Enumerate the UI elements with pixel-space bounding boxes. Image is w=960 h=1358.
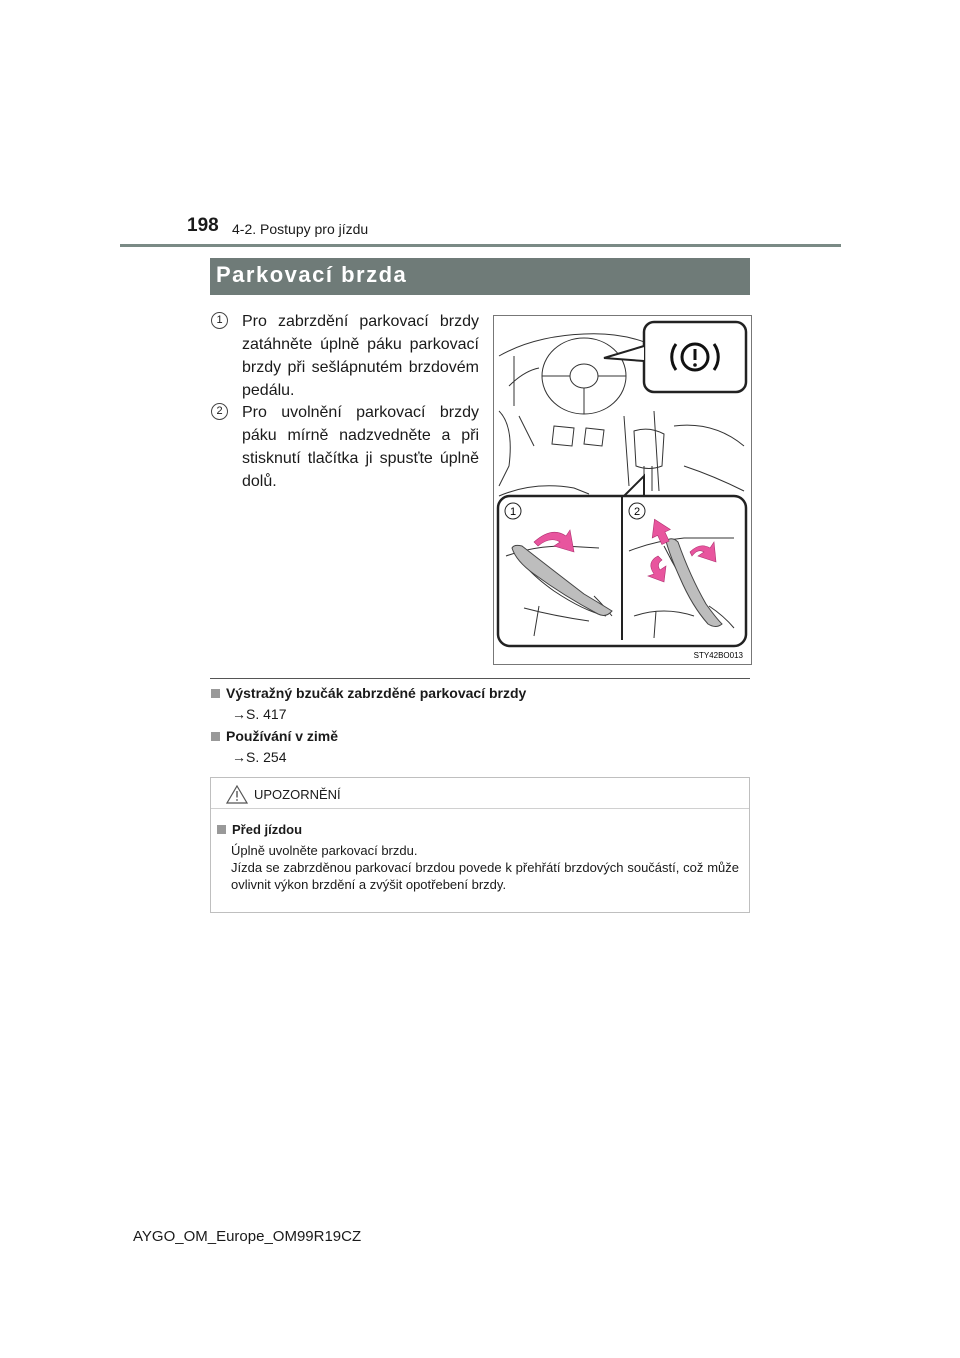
parking-brake-illustration bbox=[493, 315, 752, 665]
section-path: 4-2. Postupy pro jízdu bbox=[232, 221, 369, 237]
header-rule bbox=[120, 244, 841, 247]
figure-code: STY42BO013 bbox=[693, 651, 743, 660]
section-divider bbox=[210, 678, 750, 679]
callout-2: 2 bbox=[633, 506, 641, 518]
page-number: 198 bbox=[187, 215, 219, 236]
note-reference-link[interactable]: →S. 417 bbox=[232, 706, 287, 722]
step-text: Pro zabrzdění parkovací brzdy zatáhněte úplně páku parkovací brzdy při sešlápnutém brzdovém pedálu. bbox=[242, 313, 479, 399]
section-title: Parkovací brzda bbox=[216, 262, 408, 287]
warning-box bbox=[210, 777, 750, 913]
step-number: 2 bbox=[211, 403, 228, 420]
callout-1: 1 bbox=[509, 506, 517, 518]
square-bullet-icon bbox=[211, 732, 220, 741]
warning-title: UPOZORNĚNÍ bbox=[254, 787, 341, 802]
warning-text: Úplně uvolněte parkovací brzdu. Jízda se zabrzděnou parkovací brzdou povede k přehřátí brzdových součástí, což může ovlivnit výkon brzdění a zvýšit opotřebení brzdy. bbox=[231, 843, 739, 892]
note-reference-link[interactable]: →S. 254 bbox=[232, 749, 287, 765]
warning-triangle-icon bbox=[226, 785, 248, 804]
square-bullet-icon bbox=[211, 689, 220, 698]
warning-sub-heading: Před jízdou bbox=[217, 822, 302, 837]
warning-header bbox=[211, 778, 749, 809]
note-heading: Výstražný bzučák zabrzděné parkovací brzdy bbox=[211, 685, 526, 701]
square-bullet-icon bbox=[217, 825, 226, 834]
note-heading: Používání v zimě bbox=[211, 728, 338, 744]
footer-document-code: AYGO_OM_Europe_OM99R19CZ bbox=[133, 1228, 362, 1245]
step-number: 1 bbox=[211, 312, 228, 329]
step-text: Pro uvolnění parkovací brzdy páku mírně nadzvedněte a při stisknutí tlačítka ji spusťte úplně dolů. bbox=[242, 404, 479, 490]
